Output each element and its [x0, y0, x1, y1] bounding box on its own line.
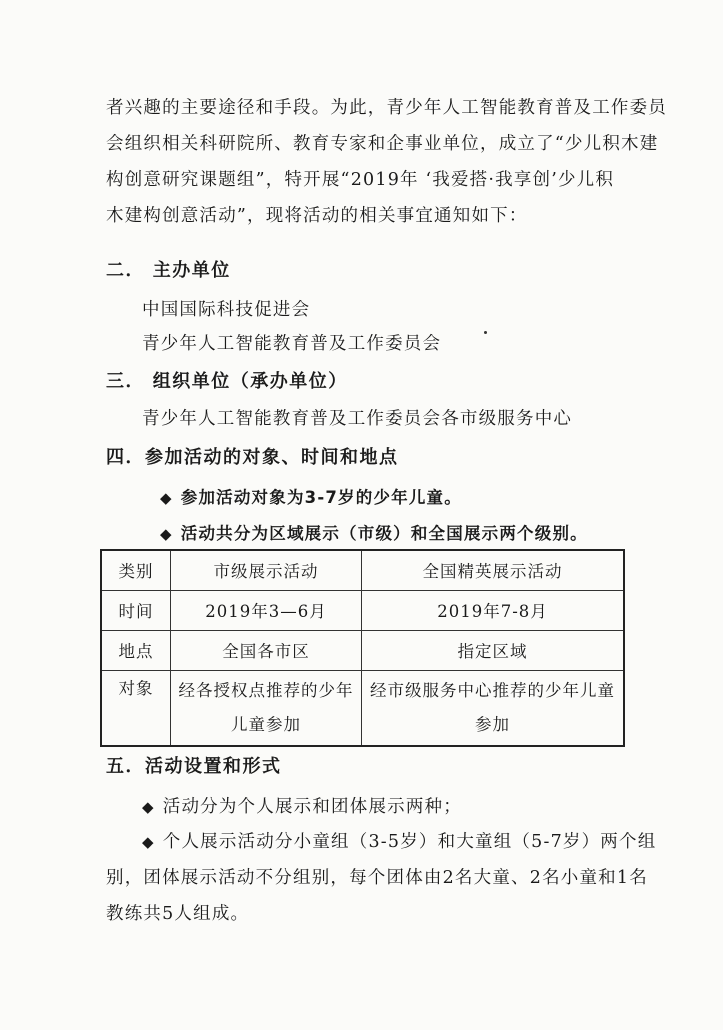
organizer-2: 青少年人工智能教育普及工作委员会: [142, 334, 442, 354]
list-item: [142, 793, 462, 818]
list-item: [160, 484, 462, 508]
table-cell: [171, 670, 362, 746]
intro-line: 木建构创意活动”，现将活动的相关事宜通知如下：: [106, 206, 528, 226]
table-cell: 时间: [101, 590, 171, 630]
table-row: [101, 670, 624, 746]
section-5-heading: 五．活动设置和形式: [106, 756, 282, 777]
section-4-heading: 四．参加活动的对象、时间和地点: [106, 447, 399, 468]
bullet-text: 个人展示活动分小童组（3-5岁）和大童组（5-7岁）两个组: [162, 832, 657, 852]
cell-line: 参加: [475, 714, 510, 734]
intro-line: 构创意研究课题组”，特开展“2019年 ‘我爱搭·我享创’少儿积: [106, 170, 615, 190]
organizer-1: 中国国际科技促进会: [142, 300, 311, 320]
table-cell: 2019年7-8月: [362, 590, 625, 630]
bullet-line: 别，团体展示活动不分组别，每个团体由2名大童、2名小童和1名: [106, 868, 648, 888]
scan-speck: [484, 331, 487, 334]
diamond-bullet-icon: ◆: [142, 798, 155, 816]
table-cell: 地点: [101, 630, 171, 670]
header-cell: 市级展示活动: [171, 550, 362, 590]
header-cell: 类别: [101, 550, 171, 590]
bullet-text: 参加活动对象为3-7岁的少年儿童。: [180, 488, 462, 507]
bullet-text: 活动分为个人展示和团体展示两种；: [162, 797, 462, 817]
table-cell: 指定区域: [362, 630, 625, 670]
section-2-heading: 二． 主办单位: [106, 260, 231, 281]
list-item: [106, 824, 657, 932]
cell-line: 经市级服务中心推荐的少年儿童: [370, 680, 615, 700]
table-cell: 对象: [101, 670, 171, 746]
intro-line: 会组织相关科研院所、教育专家和企事业单位，成立了“少儿积木建: [106, 134, 659, 154]
table-cell: 2019年3—6月: [171, 590, 362, 630]
host-unit: 青少年人工智能教育普及工作委员会各市级服务中心: [142, 409, 573, 429]
bullet-line: [106, 824, 657, 860]
cell-line: 儿童参加: [231, 714, 301, 734]
diamond-bullet-icon: ◆: [160, 525, 173, 543]
bullet-text: 活动共分为区域展示（市级）和全国展示两个级别。: [180, 524, 588, 543]
bullet-line: 教练共5人组成。: [106, 904, 250, 924]
table-cell: [362, 670, 625, 746]
diamond-bullet-icon: ◆: [142, 833, 155, 851]
section-3-heading: 三． 组织单位（承办单位）: [106, 371, 348, 392]
intro-paragraph: [106, 90, 667, 234]
activity-table: [100, 549, 625, 747]
table-cell: 全国各市区: [171, 630, 362, 670]
list-item: [160, 520, 588, 544]
header-cell: 全国精英展示活动: [362, 550, 625, 590]
intro-line: 者兴趣的主要途径和手段。为此，青少年人工智能教育普及工作委员: [106, 98, 667, 118]
table-row: [101, 630, 624, 670]
cell-line: 经各授权点推荐的少年: [178, 680, 354, 700]
table-header-row: [101, 550, 624, 590]
diamond-bullet-icon: ◆: [160, 489, 173, 507]
table-row: [101, 590, 624, 630]
